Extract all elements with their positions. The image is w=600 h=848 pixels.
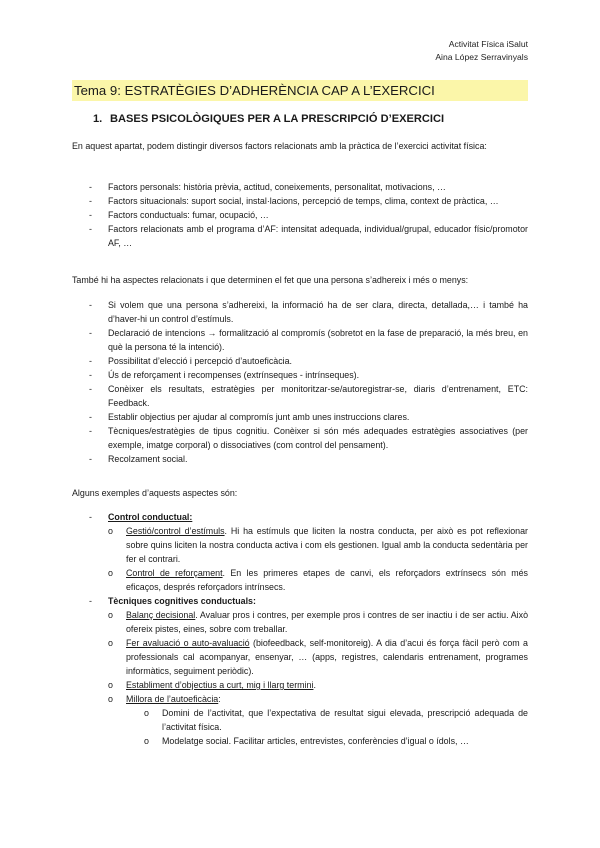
- list-item: o Establiment d’objectius a curt, mig i llarg termini.: [108, 680, 316, 690]
- aspects-list: [72, 298, 528, 466]
- section-heading-text: BASES PSICOLÒGIQUES PER A LA PRESCRIPCIÓ D’EXERCICI: [110, 113, 445, 125]
- list-item: - Establir objectius per ajudar al compromís junt amb unes instruccions clares.: [89, 412, 410, 422]
- list-item: - Declaració de intencions → formalització al compromís (sobretot en la fase de preparació, la més breu, en què la persona té la intenció).: [89, 328, 528, 352]
- list-item: o Fer avaluació o auto-avaluació (biofeedback, self-monitoreig). A dia d’acui és força fàcil però com a professionals cal acompanyar, ensenyar, … (apps, registres, calendaris entrenament, programes informàtics, seguiment periòdic).: [108, 638, 528, 676]
- list-item: o Domini de l’activitat, que l’expectativa de resultat sigui elevada, prescripció adequada de l’activitat física.: [144, 708, 528, 732]
- techniques-label: Tècniques cognitives conductuals:: [108, 596, 256, 606]
- list-item: - Factors personals: història prèvia, actitud, coneixements, personalitat, motivacions, …: [89, 182, 446, 192]
- list-item: - Ús de reforçament i recompenses (extrínseques - intrínseques).: [89, 370, 360, 380]
- list-item: - Recolzament social.: [89, 454, 188, 464]
- header-subject: Activitat Física iSalut: [448, 39, 528, 49]
- header-author: Aina López Serravinyals: [435, 51, 528, 62]
- list-item: - Factors conductuals: fumar, ocupació, …: [89, 210, 269, 220]
- list-item: - Si volem que una persona s’adhereixi, la informació ha de ser clara, directa, detallada,… i també ha d’haver-hi un control d’estímuls.: [89, 300, 528, 324]
- techniques-sublist: [108, 608, 528, 748]
- list-item: o Gestió/control d’estímuls. Hi ha estímuls que liciten la nostra conducta, per això es pot reflexionar sobre quins liciten la nostra conducta activa i com els gestionen. Igual amb la conducta sedentària per fer el contrari.: [108, 526, 528, 564]
- section-number: 1.: [93, 113, 103, 125]
- list-item: - Factors situacionals: suport social, instal·lacions, percepció de temps, clima, context de pràctica, …: [89, 196, 499, 206]
- list-item: - Tècniques cognitives conductuals: o Balanç decisional. Avaluar pros i contres, per exemple pros i contres de ser inactiu i de ser actiu. Això ofereix pistes, eines, sobre com treballar. o Fer avaluació o auto-avaluació (biofeedback, self-monitoreig). A dia d’acui és força fàcil però com a professionals cal acompanyar, ensenyar, … (apps, registres, calendaris entrenament, programes informàtics, seguiment periòdic). o Establiment d’objectius a curt, mig i llarg termini. o Millora de l’autoeficàcia: o Domini de l’activitat, que l’expectativa de resultat sigui elevada, prescripció adequada de l’activitat física. o Modelatge social. Facilitar articles, entrevistes, conferències d’igual o ídols, …: [89, 596, 529, 746]
- topic-title: Tema 9: ESTRATÈGIES D’ADHERÈNCIA CAP A L’EXERCICI: [72, 80, 528, 101]
- examples-paragraph: Alguns exemples d’aquests aspectes són:: [72, 488, 238, 498]
- list-item: - Factors relacionats amb el programa d’AF: intensitat adequada, individual/grupal, educador físic/promotor AF, …: [89, 224, 528, 248]
- list-item: o Balanç decisional. Avaluar pros i contres, per exemple pros i contres de ser inactiu i de ser actiu. Això ofereix pistes, eines, sobre com treballar.: [108, 610, 529, 634]
- examples-list: [72, 510, 528, 748]
- list-item: o Control de reforçament. En les primeres etapes de canvi, els reforçadors extrínsecs són més eficaços, després reforçadors intrínsecs.: [108, 568, 528, 592]
- factors-list: [72, 180, 528, 250]
- list-item: - Tècniques/estratègies de tipus cognitiu. Conèixer si són més adequades estratègies associatives (per exemple, imatge corporal) o dissociatives (com control del pensament).: [89, 426, 528, 450]
- section-heading: [93, 112, 444, 126]
- control-sublist: [108, 524, 528, 594]
- list-item: - Possibilitat d’elecció i percepció d’autoeficàcia.: [89, 356, 293, 366]
- self-efficacy-sublist: [144, 706, 528, 748]
- list-item: o Modelatge social. Facilitar articles, entrevistes, conferències d’igual o ídols, …: [144, 736, 469, 746]
- page-header: [435, 38, 528, 63]
- list-item: - Control conductual: o Gestió/control d’estímuls. Hi ha estímuls que liciten la nostra conducta, per això es pot reflexionar sobre quins liciten la nostra conducta activa i com els gestionen. Igual amb la conducta sedentària per fer el contrari. o Control de reforçament. En les primeres etapes de canvi, els reforçadors extrínsecs són més eficaços, després reforçadors intrínsecs.: [89, 512, 528, 592]
- list-item: - Conèixer els resultats, estratègies per monitoritzar-se/autoregistrar-se, diaris d’entrenament, ETC: Feedback.: [89, 384, 528, 408]
- list-item: o Millora de l’autoeficàcia: o Domini de l’activitat, que l’expectativa de resultat sigui elevada, prescripció adequada de l’activitat física. o Modelatge social. Facilitar articles, entrevistes, conferències d’igual o ídols, …: [108, 694, 528, 746]
- intro-paragraph: En aquest apartat, podem distingir diversos factors relacionats amb la pràctica de l’exercici activitat física:: [72, 141, 487, 151]
- control-label: Control conductual:: [108, 512, 193, 522]
- also-paragraph: També hi ha aspectes relacionats i que determinen el fet que una persona s’adhereix i més o menys:: [72, 275, 469, 285]
